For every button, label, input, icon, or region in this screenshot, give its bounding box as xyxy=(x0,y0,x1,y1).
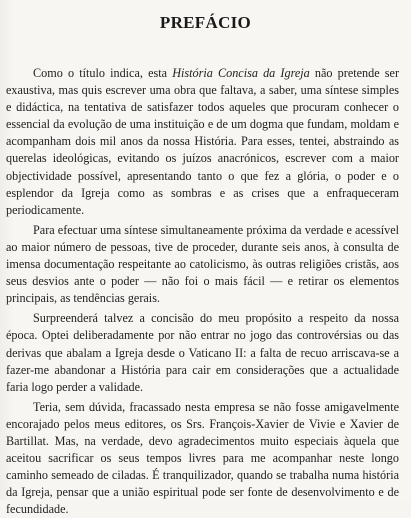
paragraph-2: Para efectuar uma síntese simultaneamente próxima da verdade e acessível ao maior número de pessoas, tive de proceder, durante seis anos, à consulta de imensa documentação respeitante ao catolicismo, às outras religiões cristãs, aos seus desvios ante o poder — não foi o mais fácil — e retirar os elementos principais, as tendências gerais. xyxy=(6,222,399,306)
paragraph-1-start: Como o título indica, esta xyxy=(33,66,173,80)
preface-body xyxy=(6,65,399,518)
paragraph-1-rest: não pretende ser exaustiva, mas quis escrever uma obra que faltava, a saber, uma síntese simples e didáctica, na tentativa de satisfazer todos aqueles que procuram conhecer o essencial da evolução de uma instituição e de um dogma que fundam, moldam e acompanham dois mil anos da nossa História. Para esses, tentei, abstraindo as querelas ideológicas, evitando os juízos anacrónicos, escrever com a maior objectividade possível, apresentando tanto o que fez a glória, o poder e o esplendor da Igreja como as sombras e as crises que a enfraqueceram periodicamente. xyxy=(6,66,399,217)
page-title: PREFÁCIO xyxy=(159,13,252,32)
paragraph-4: Teria, sem dúvida, fracassado nesta empresa se não fosse amigavelmente encorajado pelos meus editores, os Srs. François-Xavier de Vivie e Xavier de Bartillat. Mas, na verdade, devo agradecimentos muito especiais àquela que aceitou sacrificar os seus tempos livres para me acompanhar neste longo caminho semeado de ciladas. É tranquilizador, quando se trabalha numa história da Igreja, pensar que a união espiritual pode ser fonte de desenvolvimento e de fecundidade. xyxy=(6,399,399,517)
paragraph-3: Surpreenderá talvez a concisão do meu propósito a respeito da nossa época. Optei deliberadamente por não entrar no jogo das controvérsias ou das derivas que abalam a Igreja desde o Vaticano II: a falta de recuo arriscava-se a fazer-me abandonar a História para cair em considerações que a actualidade faria logo perder a validade. xyxy=(6,311,399,394)
book-title-italic: História Concisa da Igreja xyxy=(172,66,310,80)
paragraph-1 xyxy=(6,65,399,219)
